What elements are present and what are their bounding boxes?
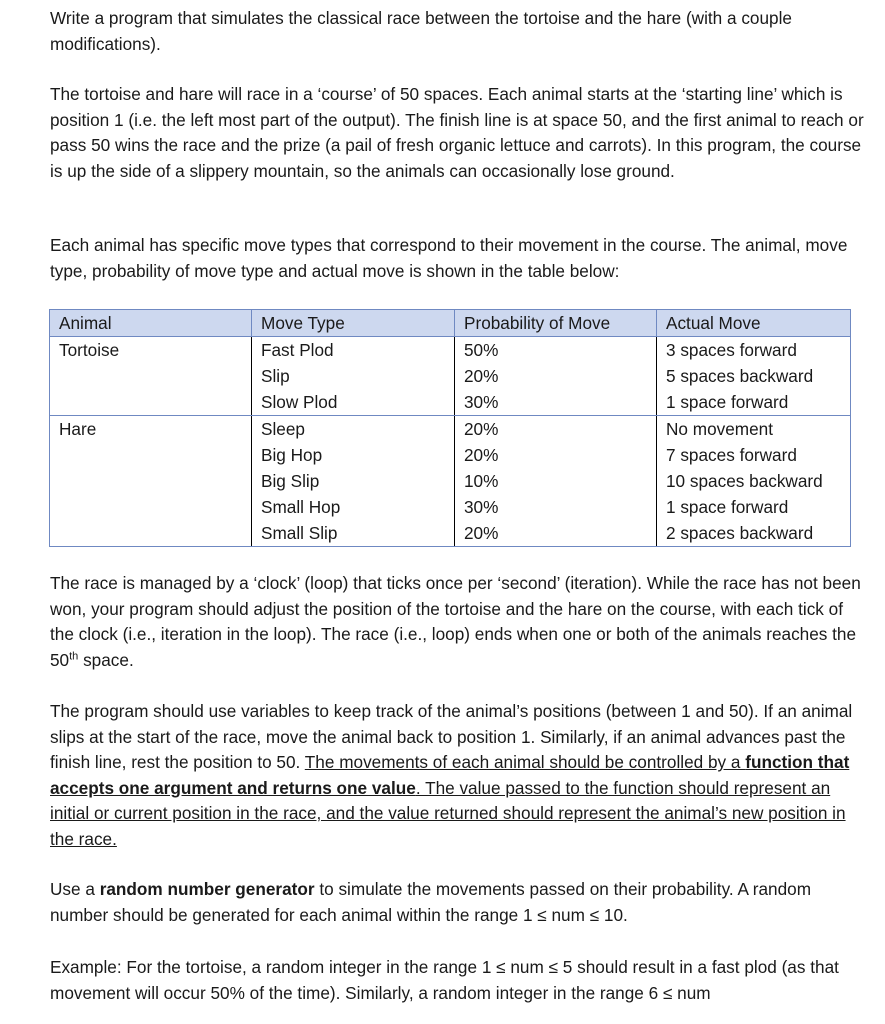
intro-paragraph: Write a program that simulates the classical race between the tortoise and the hare (with a couple modifications). — [50, 8, 792, 54]
cell-move-type: Slow Plod — [252, 389, 455, 416]
move-table — [49, 309, 851, 547]
function-requirement-bold: function that accepts one argument and returns one value — [50, 752, 850, 798]
function-requirement-end: . The value passed to the function should represent an initial or current position in the race, and the value returned should represent the animal’s new position in the race. — [50, 777, 846, 849]
course-paragraph: The tortoise and hare will race in a ‘course’ of 50 spaces. Each animal starts at the ‘starting line’ which is position 1 (i.e. the left most part of the output). The finish line is at space 50, and the first animal to reach or pass 50 wins the race and the prize (a pail of fresh organic lettuce and carrots). In this program, the course is up the side of a slippery mountain, so the animals can occasionally lose ground. — [50, 84, 864, 181]
table-header-row — [50, 310, 851, 337]
cell-probability: 20% — [455, 416, 657, 443]
random-text-end: to simulate the movements passed on their probability. A random number should be generated for each animal within the range 1 ≤ num ≤ 10. — [50, 879, 812, 925]
cell-animal — [50, 442, 252, 468]
cell-move-type: Small Hop — [252, 494, 455, 520]
move-types-intro-paragraph: Each animal has specific move types that correspond to their movement in the course. The animal, move type, probability of move type and actual move is shown in the table below: — [50, 235, 848, 281]
table-row — [50, 442, 851, 468]
header-animal: Animal — [50, 310, 252, 337]
cell-move-type: Fast Plod — [252, 337, 455, 364]
cell-animal — [50, 468, 252, 494]
cell-probability: 30% — [455, 494, 657, 520]
cell-move-type: Sleep — [252, 416, 455, 443]
cell-actual-move: 1 space forward — [657, 389, 851, 416]
header-actual-move: Actual Move — [657, 310, 851, 337]
random-text-start: Use a — [50, 879, 100, 899]
header-probability: Probability of Move — [455, 310, 657, 337]
cell-move-type: Big Hop — [252, 442, 455, 468]
function-requirement-start: The movements of each animal should be controlled by a — [304, 752, 746, 773]
clock-text: The race is managed by a ‘clock’ (loop) that ticks once per ‘second’ (iteration). While the race has not been won, your program should adjust the position of the tortoise and the hare on the course, with each tick of the clock (i.e., iteration in the loop). The race (i.e., loop) ends when one or both of the animals reaches the 50 — [50, 573, 861, 670]
cell-actual-move: 2 spaces backward — [657, 520, 851, 547]
cell-animal — [50, 363, 252, 389]
example-paragraph: Example: For the tortoise, a random integer in the range 1 ≤ num ≤ 5 should result in a fast plod (as that movement will occur 50% of the time). Similarly, a random integer in the range 6 ≤ num — [50, 957, 839, 1003]
clock-paragraph — [50, 571, 865, 673]
table-row — [50, 337, 851, 364]
cell-actual-move: 7 spaces forward — [657, 442, 851, 468]
table-row — [50, 494, 851, 520]
cell-move-type: Big Slip — [252, 468, 455, 494]
cell-move-type: Small Slip — [252, 520, 455, 547]
cell-animal — [50, 389, 252, 416]
variables-text: The program should use variables to keep track of the animal’s positions (between 1 and 50). If an animal slips at the start of the race, move the animal back to position 1. Similarly, if an animal advances past the finish line, rest the position to 50. — [50, 701, 853, 773]
table-row — [50, 363, 851, 389]
random-paragraph — [50, 877, 865, 928]
cell-actual-move: No movement — [657, 416, 851, 443]
cell-probability: 20% — [455, 442, 657, 468]
random-generator-bold: random number generator — [99, 879, 315, 899]
cell-actual-move: 10 spaces backward — [657, 468, 851, 494]
variables-paragraph — [50, 699, 865, 853]
cell-actual-move: 3 spaces forward — [657, 337, 851, 364]
cell-move-type: Slip — [252, 363, 455, 389]
cell-actual-move: 1 space forward — [657, 494, 851, 520]
clock-text-end: space. — [78, 649, 134, 670]
cell-probability: 20% — [455, 363, 657, 389]
header-move-type: Move Type — [252, 310, 455, 337]
table-row — [50, 520, 851, 547]
cell-animal: Hare — [50, 416, 252, 443]
cell-probability: 50% — [455, 337, 657, 364]
cell-actual-move: 5 spaces backward — [657, 363, 851, 389]
ordinal-suffix: th — [69, 650, 79, 663]
cell-probability: 30% — [455, 389, 657, 416]
table-row — [50, 389, 851, 416]
cell-animal — [50, 494, 252, 520]
table-row — [50, 468, 851, 494]
cell-probability: 20% — [455, 520, 657, 547]
cell-animal — [50, 520, 252, 547]
table-row — [50, 416, 851, 443]
cell-probability: 10% — [455, 468, 657, 494]
cell-animal: Tortoise — [50, 337, 252, 364]
